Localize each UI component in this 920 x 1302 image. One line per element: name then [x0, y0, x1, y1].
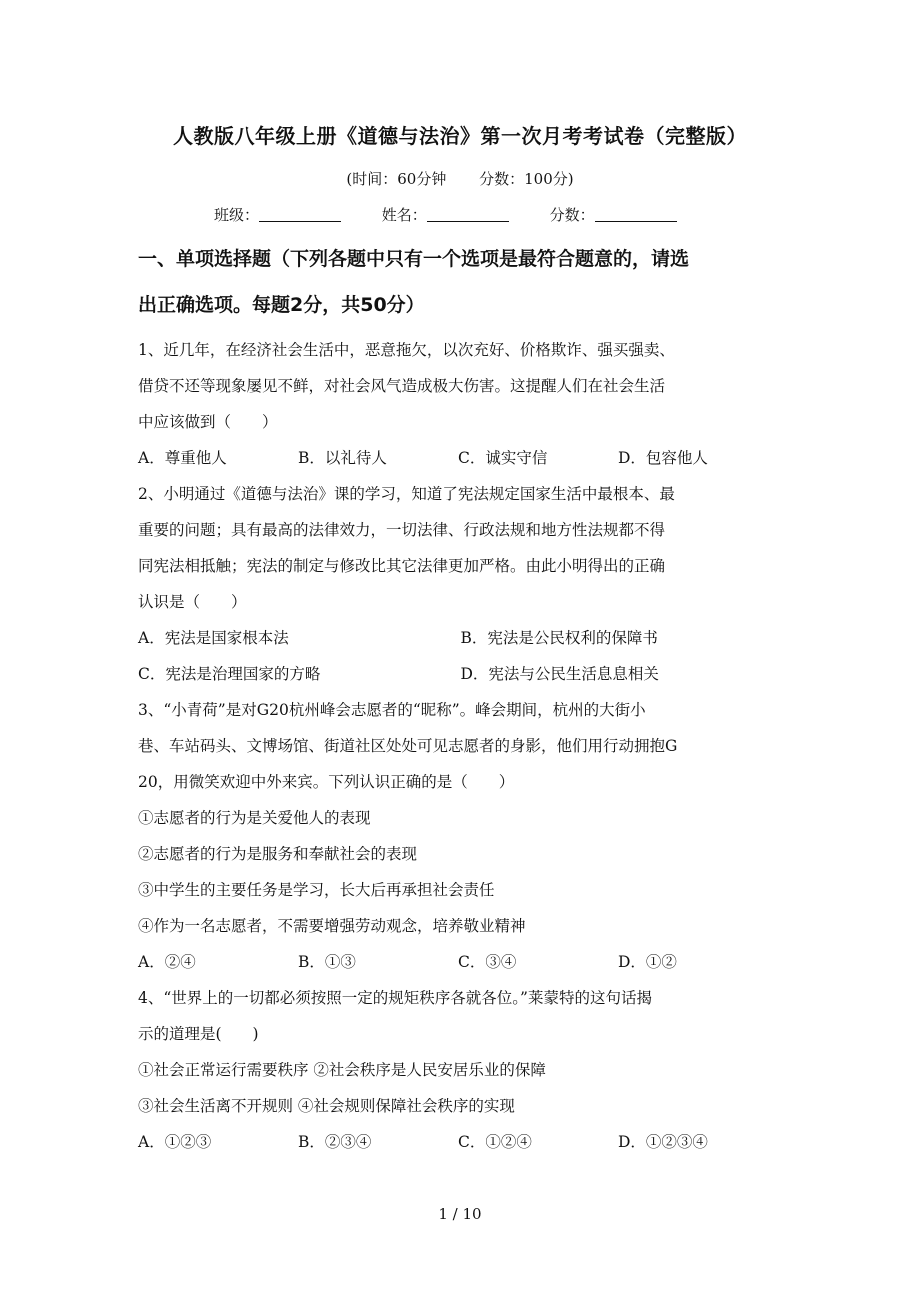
options-row — [138, 656, 783, 692]
question-4 — [138, 980, 783, 1160]
question-line: 2、小明通过《道德与法治》课的学习，知道了宪法规定国家生活中最根本、最 — [138, 485, 675, 503]
question-line: 巷、车站码头、文博场馆、街道社区处处可见志愿者的身影，他们用行动拥抱G — [138, 737, 678, 755]
name-field — [382, 204, 509, 225]
option-d: D．①②③④ — [618, 1133, 708, 1151]
question-line: 20，用微笑欢迎中外来宾。下列认识正确的是（ ） — [138, 773, 515, 791]
score-label: 分数： — [549, 206, 595, 224]
question-3 — [138, 692, 783, 980]
class-blank — [259, 207, 341, 222]
options-row — [138, 620, 783, 656]
exam-subtitle — [0, 168, 920, 189]
section-heading-line1: 一、单项选择题（下列各题中只有一个选项是最符合题意的，请选 — [138, 248, 690, 270]
time-limit: (时间：60分钟 — [346, 170, 447, 188]
class-field — [214, 204, 341, 225]
option-d: D．①② — [618, 953, 677, 971]
option-c: C．①②④ — [458, 1133, 532, 1151]
question-line: 同宪法相抵触；宪法的制定与修改比其它法律更加严格。由此小明得出的正确 — [138, 557, 666, 575]
option-d: D．宪法与公民生活息息相关 — [460, 665, 659, 683]
statement-line: ①社会正常运行需要秩序 ②社会秩序是人民安居乐业的保障 — [138, 1061, 546, 1079]
score-field — [550, 204, 677, 225]
option-b: B．宪法是公民权利的保障书 — [460, 629, 658, 647]
student-info-fields — [214, 204, 713, 225]
option-b: B．①③ — [298, 953, 356, 971]
question-line: 认识是（ ） — [138, 593, 247, 611]
total-score: 分数：100分) — [479, 170, 574, 188]
class-label: 班级： — [214, 206, 260, 224]
option-d: D．包容他人 — [618, 449, 708, 467]
exam-title: 人教版八年级上册《道德与法治》第一次月考考试卷（完整版） — [173, 124, 747, 148]
option-b: B．②③④ — [298, 1133, 372, 1151]
options-row — [138, 944, 783, 980]
statement-line: ③中学生的主要任务是学习，长大后再承担社会责任 — [138, 881, 495, 899]
question-line: 4、“世界上的一切都必须按照一定的规矩秩序各就各位。”莱蒙特的这句话揭 — [138, 989, 652, 1007]
option-c: C．诚实守信 — [458, 449, 548, 467]
page-number: 1 / 10 — [438, 1205, 482, 1223]
statement-line: ③社会生活离不开规则 ④社会规则保障社会秩序的实现 — [138, 1097, 515, 1115]
statement-line: ④作为一名志愿者，不需要增强劳动观念，培养敬业精神 — [138, 917, 526, 935]
option-b: B．以礼待人 — [298, 449, 387, 467]
name-label: 姓名： — [381, 206, 427, 224]
option-a: A．②④ — [138, 953, 196, 971]
score-blank — [595, 207, 677, 222]
name-blank — [427, 207, 509, 222]
question-line: 1、近几年，在经济社会生活中，恶意拖欠，以次充好、价格欺诈、强买强卖、 — [138, 341, 675, 359]
question-line: 示的道理是( ) — [138, 1025, 259, 1043]
option-a: A．尊重他人 — [138, 449, 227, 467]
question-1 — [138, 332, 783, 476]
statement-line: ②志愿者的行为是服务和奉献社会的表现 — [138, 845, 418, 863]
option-c: C．③④ — [458, 953, 517, 971]
questions — [138, 332, 783, 1160]
options-row — [138, 440, 783, 476]
question-line: 借贷不还等现象屡见不鲜，对社会风气造成极大伤害。这提醒人们在社会生活 — [138, 377, 666, 395]
option-a: A．宪法是国家根本法 — [138, 629, 289, 647]
question-line: 3、“小青荷”是对G20杭州峰会志愿者的“昵称”。峰会期间，杭州的大街小 — [138, 701, 646, 719]
options-row — [138, 1124, 783, 1160]
option-a: A．①②③ — [138, 1133, 212, 1151]
question-2 — [138, 476, 783, 692]
question-line: 重要的问题；具有最高的法律效力，一切法律、行政法规和地方性法规都不得 — [138, 521, 666, 539]
section-heading-line2: 出正确选项。每题2分，共50分） — [138, 294, 425, 316]
question-line: 中应该做到（ ） — [138, 413, 278, 431]
option-c: C．宪法是治理国家的方略 — [138, 665, 321, 683]
statement-line: ①志愿者的行为是关爱他人的表现 — [138, 809, 371, 827]
